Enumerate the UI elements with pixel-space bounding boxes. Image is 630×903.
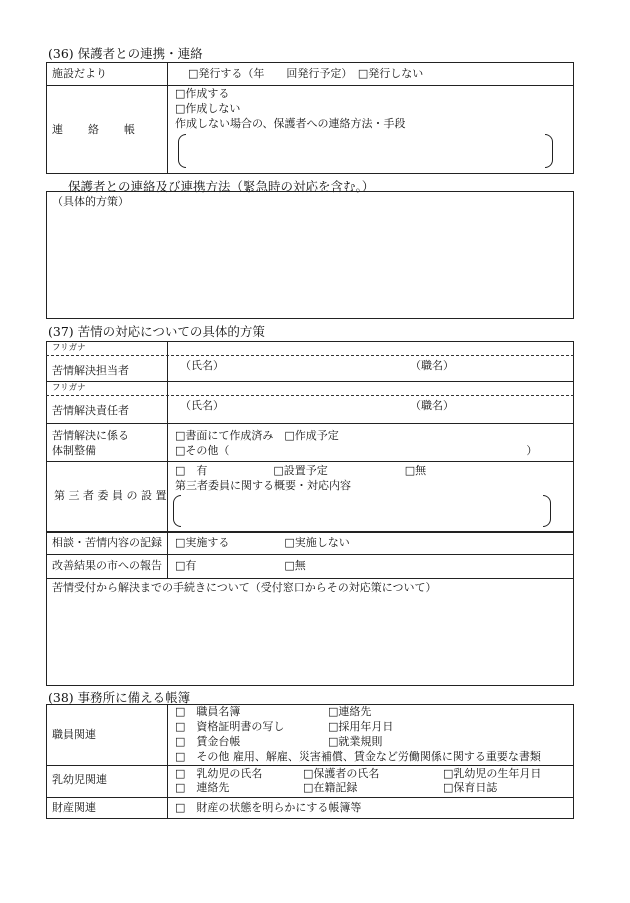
third-party-summary-field[interactable] <box>181 497 541 525</box>
manager-label: 苦情解決責任者 <box>52 404 129 417</box>
officer-post-label: （職名） <box>410 359 454 372</box>
record-label: 相談・苦情内容の記録 <box>52 536 162 549</box>
row-divider <box>46 578 574 579</box>
staff-item[interactable]: □ 職員名簿 <box>175 705 241 718</box>
staff-item[interactable]: □就業規則 <box>328 735 383 748</box>
system-label: 苦情解決に係る <box>52 429 129 442</box>
child-item[interactable]: □保護者の氏名 <box>303 767 380 780</box>
system-options[interactable]: □書面にて作成済み □作成予定 <box>175 429 339 442</box>
row-divider <box>46 85 574 86</box>
system-label: 体制整備 <box>52 444 96 457</box>
notebook-create-checkbox[interactable]: □作成する <box>175 87 230 100</box>
dashed-divider <box>46 395 574 396</box>
report-options[interactable]: □有 □無 <box>175 559 306 572</box>
notebook-not-create-checkbox[interactable]: □作成しない <box>175 102 241 115</box>
col-divider <box>167 62 168 174</box>
staff-item[interactable]: □ 資格証明書の写し <box>175 720 285 733</box>
row-divider <box>46 765 574 766</box>
row-divider <box>46 797 574 798</box>
child-item[interactable]: □ 乳幼児の氏名 <box>175 767 263 780</box>
row-divider <box>46 531 574 533</box>
asset-item[interactable]: □ 財産の状態を明らかにする帳簿等 <box>175 801 362 814</box>
section-38-heading: (38) 事務所に備える帳簿 <box>48 690 191 705</box>
staff-item[interactable]: □採用年月日 <box>328 720 394 733</box>
row-divider <box>46 381 574 382</box>
system-other[interactable]: □その他（ ） <box>175 444 538 457</box>
manager-name-label: （氏名） <box>180 399 224 412</box>
notebook-label: 連 絡 帳 <box>52 123 136 136</box>
manager-post-label: （職名） <box>410 399 454 412</box>
furigana-label: フリガナ <box>52 383 86 393</box>
row-divider <box>46 423 574 424</box>
staff-item[interactable]: □ 賃金台帳 <box>175 735 241 748</box>
third-party-summary-label: 第三者委員に関する概要・対応内容 <box>175 479 351 492</box>
child-label: 乳幼児関連 <box>52 773 107 786</box>
child-item[interactable]: □ 連絡先 <box>175 781 230 794</box>
col-divider <box>167 704 168 819</box>
bracket-right <box>543 495 551 527</box>
furigana-label: フリガナ <box>52 343 86 353</box>
coop-heading: 保護者との連絡及び連携方法（緊急時の対応を含む。） <box>68 179 375 194</box>
section-36-heading: (36) 保護者との連携・連絡 <box>48 46 203 61</box>
col-divider <box>167 341 168 578</box>
report-label: 改善結果の市への報告 <box>52 559 162 572</box>
asset-label: 財産関連 <box>52 801 96 814</box>
coop-note: （具体的方策） <box>52 195 129 208</box>
record-options[interactable]: □実施する □実施しない <box>175 536 350 549</box>
dashed-divider <box>46 355 574 356</box>
officer-label: 苦情解決担当者 <box>52 364 129 377</box>
staff-other-item[interactable]: □ その他 雇用、解雇、災害補償、賃金など労働関係に関する重要な書類 <box>175 750 541 763</box>
bracket-left <box>173 495 181 527</box>
row-divider <box>46 554 574 555</box>
procedure-field[interactable] <box>48 598 572 684</box>
coop-box[interactable] <box>46 191 574 319</box>
notebook-method-field[interactable] <box>186 138 542 164</box>
child-item[interactable]: □保育日誌 <box>443 781 498 794</box>
staff-label: 職員関連 <box>52 728 96 741</box>
third-party-options[interactable]: □ 有 □設置予定 □無 <box>175 464 427 477</box>
notebook-method-label: 作成しない場合の、保護者への連絡方法・手段 <box>175 117 406 130</box>
row-divider <box>46 461 574 462</box>
child-item[interactable]: □在籍記録 <box>303 781 358 794</box>
officer-name-label: （氏名） <box>180 359 224 372</box>
newsletter-label: 施設だより <box>52 67 107 80</box>
bracket-right <box>545 134 553 168</box>
staff-item[interactable]: □連絡先 <box>328 705 372 718</box>
third-party-label: 第 三 者 委 員 の 設 置 <box>54 489 167 502</box>
procedure-note: 苦情受付から解決までの手続きについて（受付窓口からその対応策について） <box>52 581 437 594</box>
section-37-heading: (37) 苦情の対応についての具体的方策 <box>48 324 265 339</box>
newsletter-options[interactable]: □発行する（年 回発行予定） □発行しない <box>188 67 424 80</box>
child-item[interactable]: □乳幼児の生年月日 <box>443 767 542 780</box>
bracket-left <box>178 134 186 168</box>
